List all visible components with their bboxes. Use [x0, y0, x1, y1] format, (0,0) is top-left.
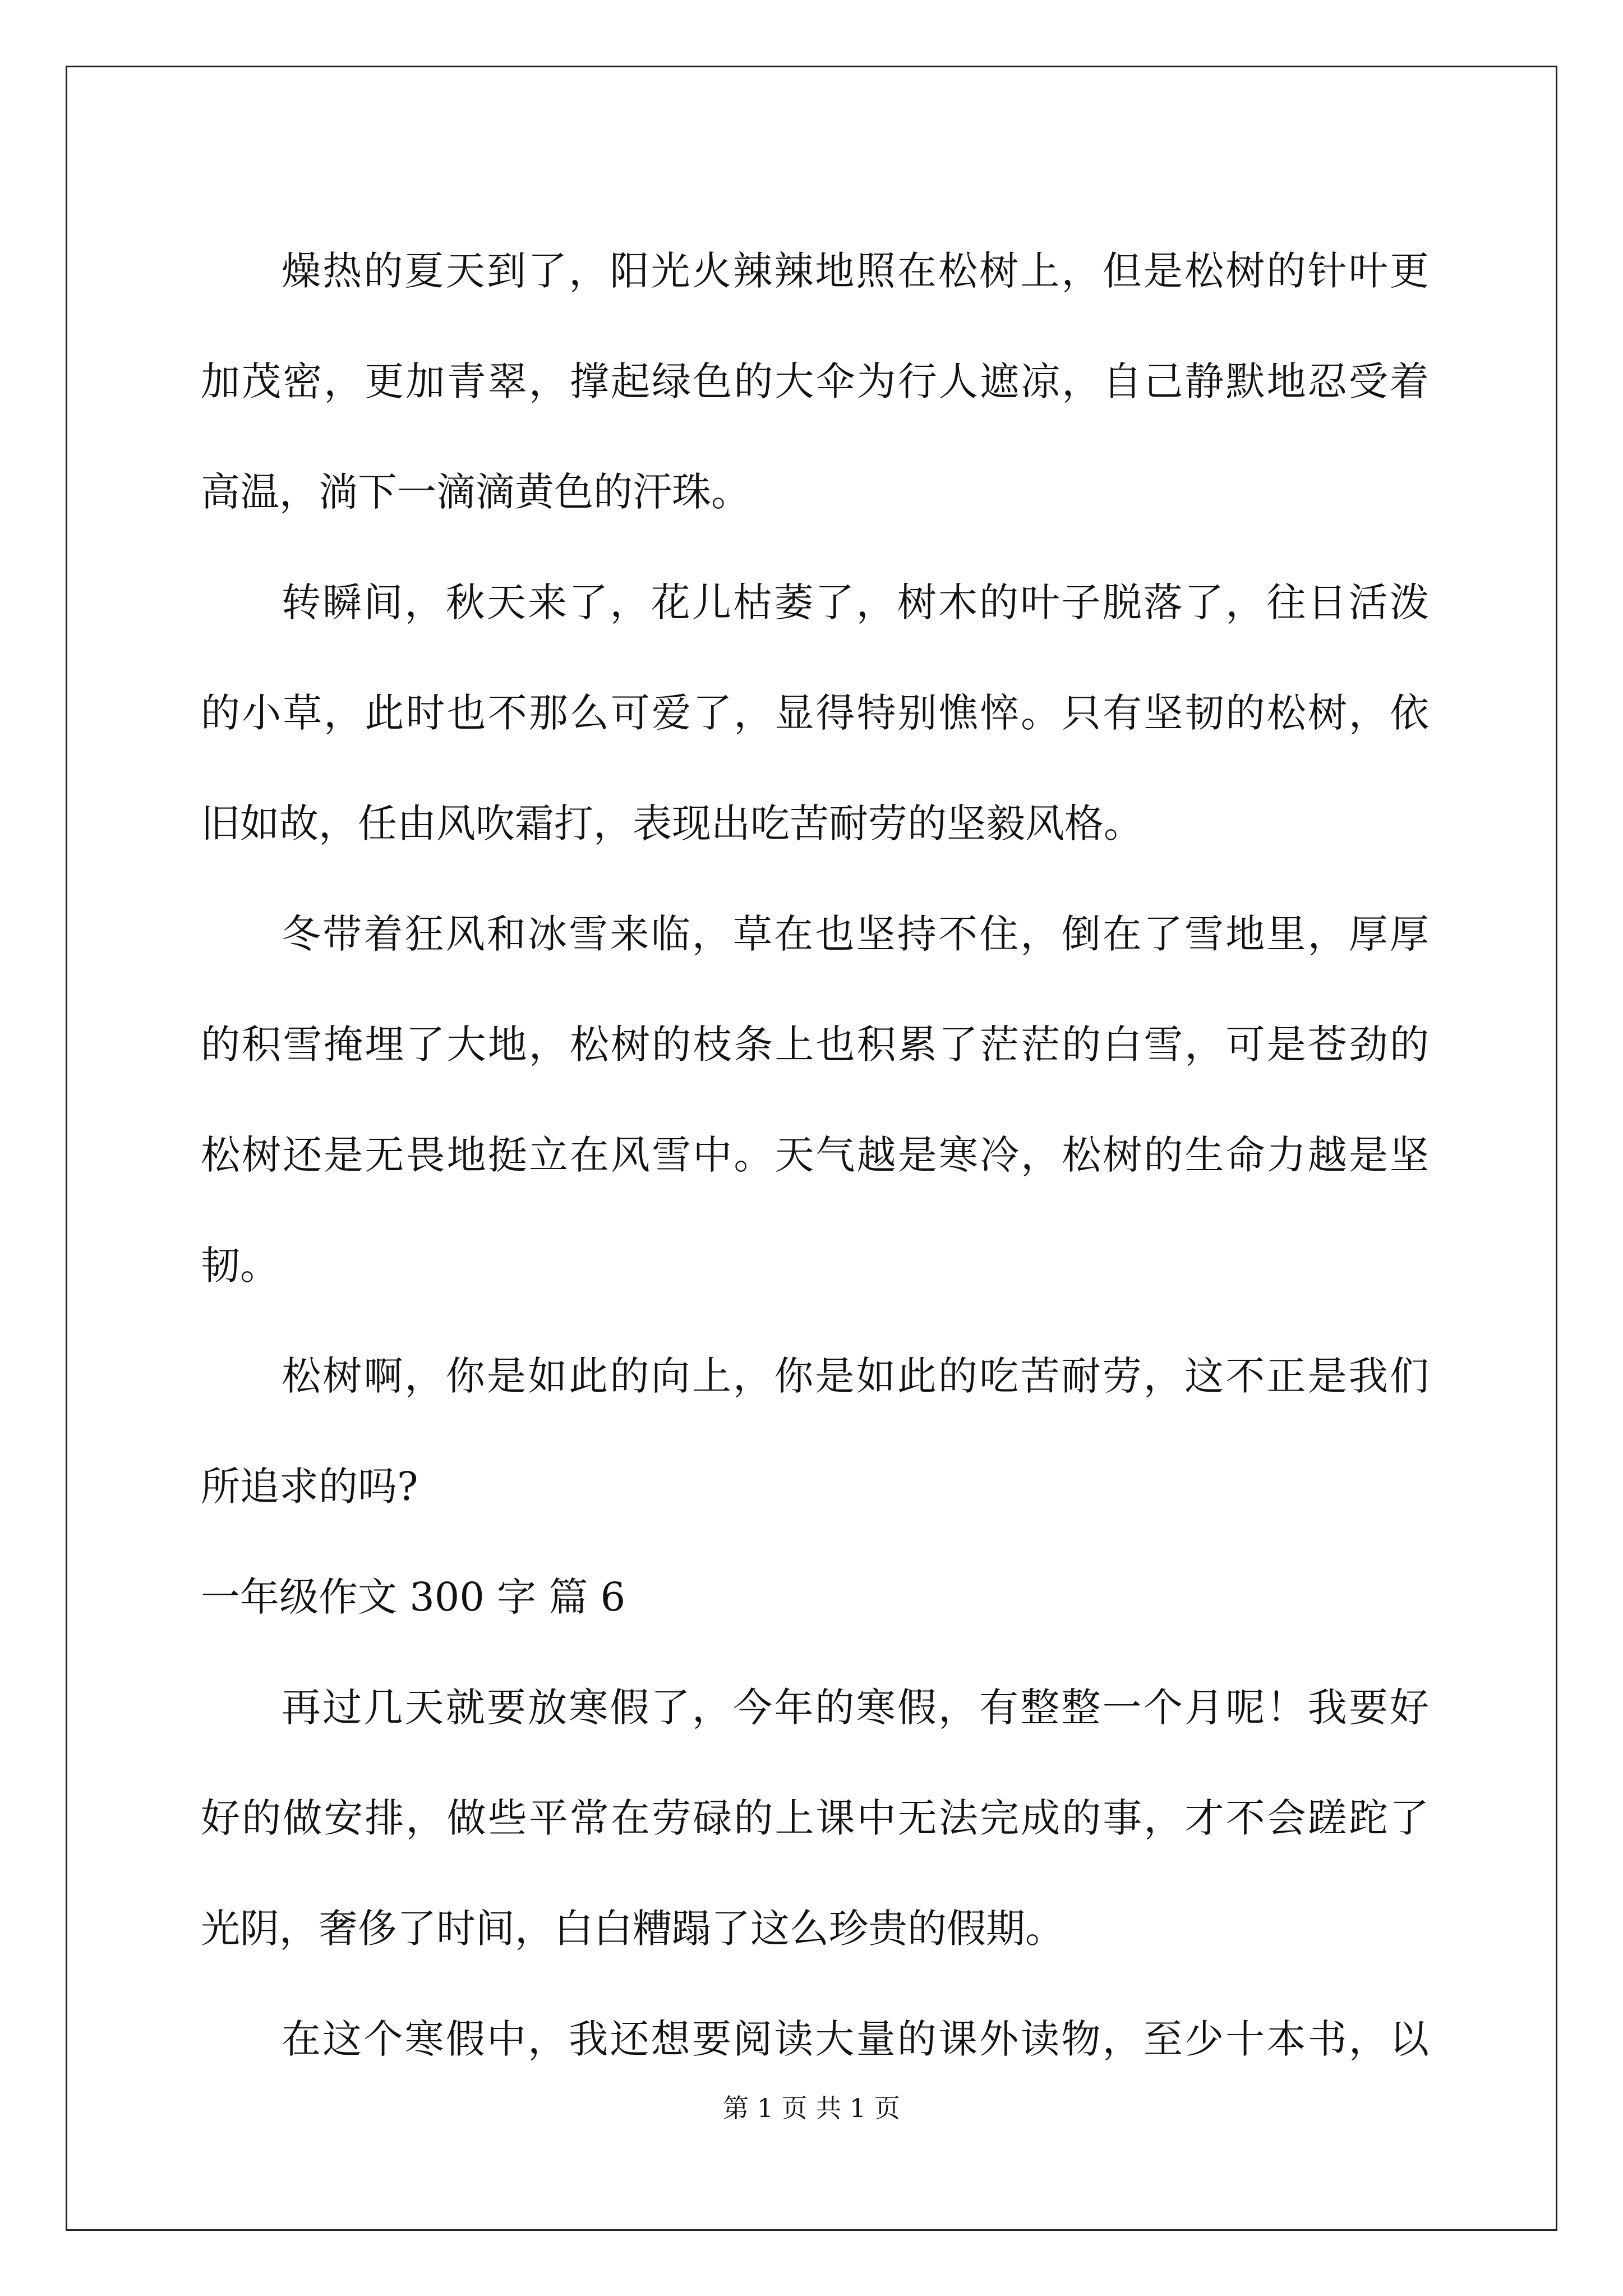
paragraph-line: 燥热的夏天到了，阳光火辣辣地照在松树上，但是松树的针叶更 [282, 248, 1429, 294]
paragraph-line: 旧如故，任由风吹霜打，表现出吃苦耐劳的坚毅风格。 [201, 800, 1143, 846]
paragraph-line: 高温，淌下一滴滴黄色的汗珠。 [201, 469, 750, 515]
paragraph-line: 所追求的吗? [201, 1464, 418, 1510]
paragraph-line: 冬带着狂风和冰雪来临，草在也坚持不住，倒在了雪地里，厚厚 [282, 911, 1429, 957]
paragraph-line: 松树啊，你是如此的向上，你是如此的吃苦耐劳，这不正是我们 [282, 1353, 1429, 1399]
page-footer: 第 1 页 共 1 页 [723, 2093, 900, 2123]
paragraph-line: 韧。 [201, 1243, 279, 1289]
paragraph-line: 转瞬间，秋天来了，花儿枯萎了，树木的叶子脱落了，往日活泼 [282, 579, 1429, 625]
paragraph-line: 加茂密，更加青翠，撑起绿色的大伞为行人遮凉，自己静默地忍受着 [201, 358, 1429, 404]
section-heading: 一年级作文 300 字 篇 6 [201, 1574, 626, 1620]
document-body [201, 216, 1429, 2095]
paragraph-line: 的小草，此时也不那么可爱了，显得特别憔悴。只有坚韧的松树，依 [201, 690, 1429, 736]
paragraph-line: 的积雪掩埋了大地，松树的枝条上也积累了茫茫的白雪，可是苍劲的 [201, 1022, 1429, 1068]
paragraph-line: 再过几天就要放寒假了，今年的寒假，有整整一个月呢！我要好 [282, 1685, 1429, 1731]
paragraph-line: 光阴，奢侈了时间，白白糟蹋了这么珍贵的假期。 [201, 1906, 1064, 1952]
paragraph-line: 好的做安排，做些平常在劳碌的上课中无法完成的事，才不会蹉跎了 [201, 1795, 1429, 1841]
paragraph-line: 在这个寒假中，我还想要阅读大量的课外读物，至少十本书，以 [282, 2016, 1429, 2062]
paragraph-line: 松树还是无畏地挺立在风雪中。天气越是寒冷，松树的生命力越是坚 [201, 1132, 1429, 1178]
